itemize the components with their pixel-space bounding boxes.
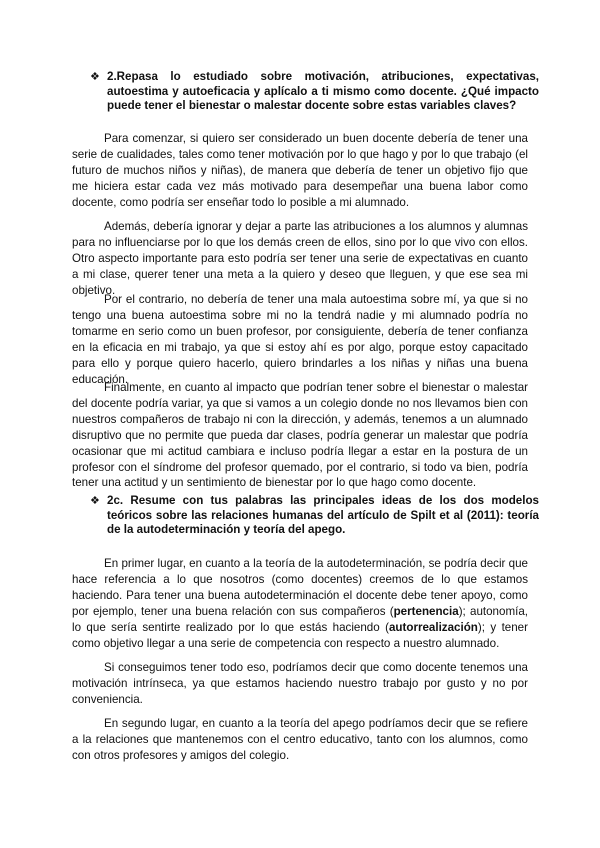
bold-term-pertenencia: pertenencia xyxy=(393,604,459,618)
section-1-paragraph-3: Por el contrario, no debería de tener una mala autoestima sobre mí, ya que si no tengo una buena autoestima sobre mi no la tendrá nadie y mi alumnado podría no tomarme en serio como un buen profesor, por consiguiente, debería de tener confianza en la eficacia en mi trabajo, ya que si estoy ahí es por algo, porque estoy capacitado para ello y porque quiero hacerlo, quiero brindarles a los niñas y niñas una buena educación. xyxy=(72,293,528,386)
section-2-paragraph-2: Si conseguimos tener todo eso, podríamos decir que como docente tenemos una motivación intrínseca, ya que estamos haciendo nuestro trabajo por gusto y no por conveniencia. xyxy=(72,661,528,706)
text-run: En primer lugar, en cuanto a la teoría de la autodeterminación, se podría decir que hace referencia a lo que nosotros (como docentes) creemos de lo que estamos haciendo. Para tener una buena autodeterminación el docente debe tener apoyo, como por ejemplo, tener una buena relación con sus compañeros ( xyxy=(72,557,528,618)
diamond-bullet-icon: ❖ xyxy=(90,495,100,507)
section-2-heading-text: 2c. Resume con tus palabras las principales ideas de los dos modelos teóricos sobre las relaciones humanas del artículo de Spilt et al (2011): teoría de la autodeterminación y teoría del apego. xyxy=(107,494,539,537)
diamond-bullet-icon: ❖ xyxy=(90,71,100,83)
section-1-paragraph-1: Para comenzar, si quiero ser considerado un buen docente debería de tener una serie de cualidades, tales como tener motivación por lo que hago y por lo que trabajo (el futuro de muchos niños y niñas), de manera que debería de tener un objetivo fijo que me hiciera estar cada vez más motivado para desempeñar una buena labor como docente, como podría ser enseñar todo lo posible a mi alumnado. xyxy=(72,132,528,209)
section-1-heading-text: 2.Repasa lo estudiado sobre motivación, atribuciones, expectativas, autoestima y autoeficacia y aplícalo a ti mismo como docente. ¿Qué impacto puede tener el bienestar o malestar docente sobre estas variables claves? xyxy=(107,70,539,113)
bold-term-autorrealizacion: autorrealización xyxy=(388,620,478,634)
section-1-paragraph-2: Además, debería ignorar y dejar a parte las atribuciones a los alumnos y alumnas para no influenciarse por lo que los demás creen de ellos, sino por lo que vivo con ellos. Otro aspecto importante para esto podría ser tener una serie de expectativas en cuanto a mi clase, querer tener una meta a la quiero y deseo que lleguen, y que ese sea mi objetivo. xyxy=(72,220,528,297)
section-1-paragraph-4: Finalmente, en cuanto al impacto que podrían tener sobre el bienestar o malestar del docente podría variar, ya que si vamos a un colegio donde no nos llevamos bien con nuestros compañeros de trabajo ni con la dirección, y además, tenemos a un alumnado disruptivo que no permite que pueda dar clases, podría generar un malestar que podría ocasionar que mi actitud cambiara e incluso podría llegar a estar en la postura de un profesor con el síndrome del profesor quemado, por el contrario, si todo va bien, podría tener una actitud y un sentimiento de bienestar por lo que hago como docente. xyxy=(72,381,528,490)
text-run: ); y tener como objetivo llegar a una serie de competencia con respecto a nuestro alumnado. xyxy=(72,620,528,650)
section-2-paragraph-3: En segundo lugar, en cuanto a la teoría del apego podríamos decir que se refiere a la relaciones que mantenemos con el centro educativo, tanto con los alumnos, como con otros profesores y amigos del colegio. xyxy=(72,717,528,762)
section-2-paragraph-1 xyxy=(72,556,528,651)
text-run: ); autonomía, lo que sería sentirte realizado por lo que estás haciendo ( xyxy=(72,604,529,634)
